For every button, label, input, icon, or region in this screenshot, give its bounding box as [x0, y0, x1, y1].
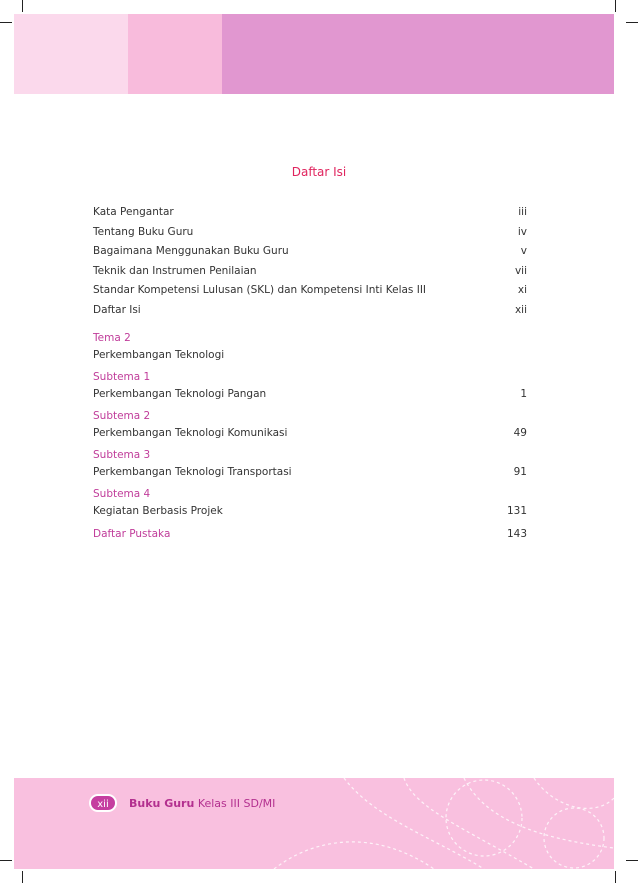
subtema-label: Subtema 1 — [93, 371, 151, 383]
subtema-label: Subtema 2 — [93, 410, 151, 422]
crop-mark — [626, 22, 638, 23]
subtema-label: Subtema 4 — [93, 488, 151, 500]
footer-book-title — [129, 797, 275, 810]
header-band-light — [14, 14, 128, 94]
header-band-medium — [128, 14, 222, 94]
crop-mark — [626, 860, 638, 861]
page-title: Daftar Isi — [291, 165, 347, 179]
subtema-label: Subtema 3 — [93, 449, 151, 461]
toc-page: 131 — [506, 505, 527, 517]
toc-page: 143 — [506, 528, 527, 540]
crop-mark — [615, 0, 616, 12]
toc-row[interactable] — [93, 503, 527, 520]
toc-row[interactable] — [93, 223, 527, 243]
toc-label: Perkembangan Teknologi Transportasi — [93, 466, 292, 478]
toc-row[interactable] — [93, 526, 527, 543]
toc-page: xii — [514, 303, 527, 316]
toc-label: Standar Kompetensi Lulusan (SKL) dan Kompetensi Inti Kelas III — [93, 284, 427, 296]
crop-mark — [0, 860, 12, 861]
toc-label: Kata Pengantar — [93, 206, 174, 218]
toc-row[interactable] — [93, 425, 527, 442]
footer-decoration — [14, 778, 614, 869]
toc-subtema-4 — [93, 486, 527, 520]
crop-mark — [22, 0, 23, 12]
toc-row[interactable] — [93, 281, 527, 301]
toc-tema — [93, 330, 527, 364]
toc-page: v — [520, 245, 527, 257]
header-band-dark — [222, 14, 614, 94]
toc-pustaka — [93, 526, 527, 543]
toc-row[interactable] — [93, 242, 527, 262]
tema-title[interactable]: Perkembangan Teknologi — [93, 349, 225, 361]
toc-page: xi — [517, 284, 527, 296]
toc-label: Teknik dan Instrumen Penilaian — [93, 264, 257, 277]
footer-book: Buku Guru — [129, 797, 195, 810]
crop-mark — [615, 871, 616, 883]
toc-label: Bagaimana Menggunakan Buku Guru — [93, 245, 289, 257]
page-number-badge: xii — [89, 794, 117, 812]
footer-band — [14, 778, 614, 869]
toc-row[interactable] — [93, 203, 527, 223]
toc-row[interactable] — [93, 464, 527, 481]
toc-page: iii — [518, 206, 527, 218]
toc-label: Perkembangan Teknologi Komunikasi — [93, 427, 288, 439]
toc-page: vii — [514, 264, 527, 277]
toc-page: 1 — [520, 388, 527, 400]
toc-label: Perkembangan Teknologi Pangan — [93, 388, 267, 400]
toc-label: Daftar Isi — [93, 303, 141, 316]
toc-subtema-1 — [93, 369, 527, 403]
footer-class: Kelas III SD/MI — [197, 797, 276, 810]
toc-label: Kegiatan Berbasis Projek — [93, 505, 223, 517]
toc-row[interactable] — [93, 386, 527, 403]
toc-subtema-2 — [93, 408, 527, 442]
toc-subtema-3 — [93, 447, 527, 481]
toc-row[interactable] — [93, 262, 527, 282]
toc-row[interactable] — [93, 301, 527, 321]
toc-front-matter — [93, 203, 527, 320]
crop-mark — [0, 22, 12, 23]
toc-page: 49 — [513, 427, 527, 439]
toc-label: Tentang Buku Guru — [93, 225, 194, 238]
tema-label: Tema 2 — [93, 332, 131, 344]
toc-label: Daftar Pustaka — [93, 528, 171, 540]
toc-page: iv — [517, 225, 527, 238]
toc-page: 91 — [513, 466, 527, 478]
crop-mark — [22, 871, 23, 883]
